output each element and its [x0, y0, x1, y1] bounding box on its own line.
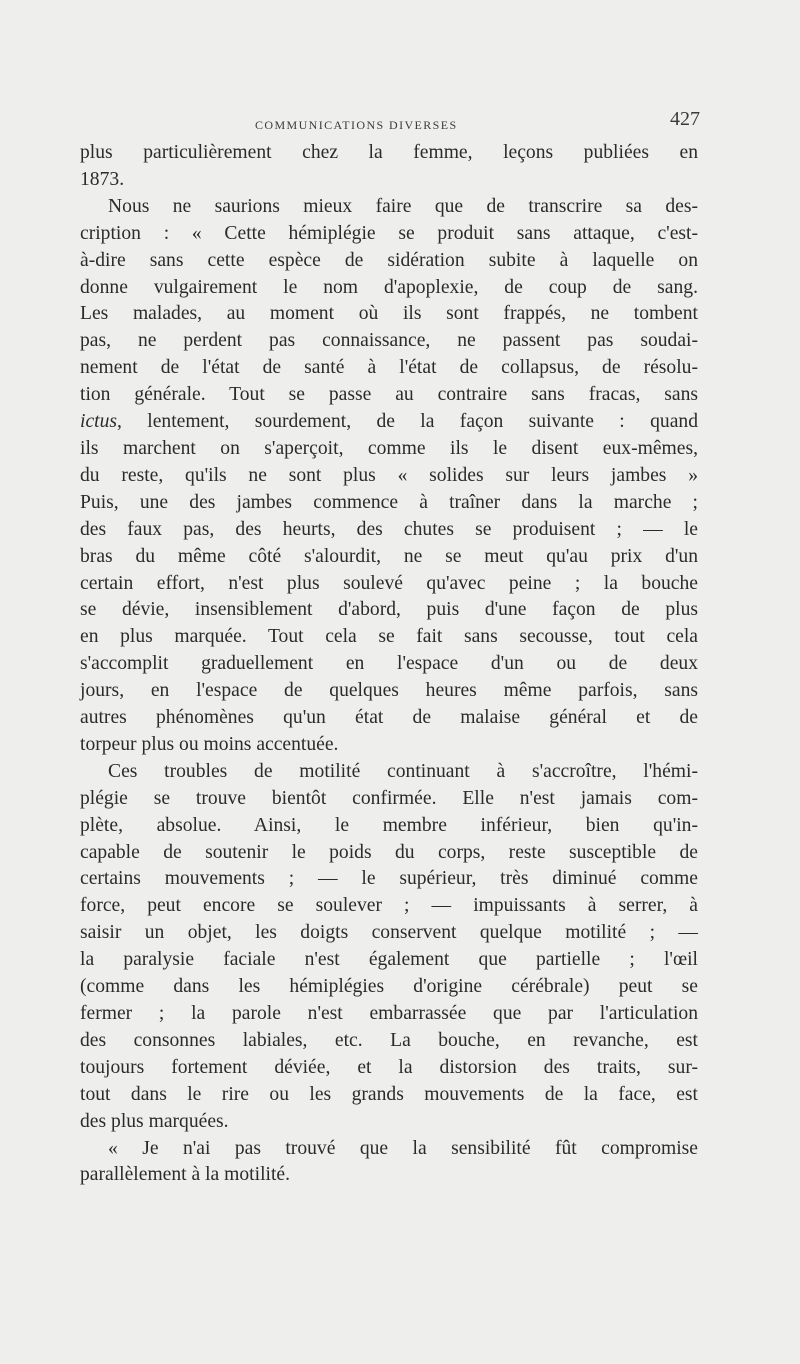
text-line: Nous ne saurions mieux faire que de transcrire sa des- — [108, 195, 698, 217]
text-line: saisir un objet, les doigts conservent quelque motilité ; — — [80, 922, 698, 944]
text-line: des faux pas, des heurts, des chutes se produisent ; — le — [80, 518, 698, 540]
text-line: torpeur plus ou moins accentuée. — [80, 733, 339, 755]
text-line: cription : « Cette hémiplégie se produit sans attaque, c'est- — [80, 222, 698, 244]
text-line: (comme dans les hémiplégies d'origine cérébrale) peut se — [80, 976, 698, 998]
text-line: pas, ne perdent pas connaissance, ne passent pas soudai- — [80, 330, 698, 352]
text-line: en plus marquée. Tout cela se fait sans secousse, tout cela — [80, 626, 698, 648]
text-line: des plus marquées. — [80, 1110, 229, 1132]
text-line: plégie se trouve bientôt confirmée. Elle n'est jamais com- — [80, 787, 698, 809]
text-line: Puis, une des jambes commence à traîner dans la marche ; — [80, 491, 698, 513]
running-head — [80, 110, 700, 140]
text-line: force, peut encore se soulever ; — impuissants à serrer, à — [80, 895, 698, 917]
text-line: la paralysie faciale n'est également que partielle ; l'œil — [80, 949, 698, 971]
text-line: donne vulgairement le nom d'apoplexie, de coup de sang. — [80, 276, 698, 298]
text-line: autres phénomènes qu'un état de malaise général et de — [80, 707, 698, 729]
text-line: tion générale. Tout se passe au contraire sans fracas, sans — [80, 384, 698, 406]
text-line: tout dans le rire ou les grands mouvements de la face, est — [80, 1083, 698, 1105]
text-line: certains mouvements ; — le supérieur, très diminué comme — [80, 868, 698, 890]
text-line: fermer ; la parole n'est embarrassée que par l'articulation — [80, 1003, 698, 1024]
text-line: plète, absolue. Ainsi, le membre inférieur, bien qu'in- — [80, 814, 698, 836]
text-line: plus particulièrement chez la femme, leçons publiées en — [80, 142, 698, 163]
body-text — [80, 140, 698, 1189]
text-line: Ces troubles de motilité continuant à s'accroître, l'hémi- — [108, 760, 698, 782]
text-line: ils marchent on s'aperçoit, comme ils le disent eux-mêmes, — [80, 437, 698, 459]
text-line: ictus, lentement, sourdement, de la façon suivante : quand — [80, 411, 698, 433]
text-line: parallèlement à la motilité. — [80, 1164, 291, 1186]
italic-term: ictus — [80, 411, 118, 433]
text-line: capable de soutenir le poids du corps, reste susceptible de — [80, 841, 698, 863]
text-line: bras du même côté s'alourdit, ne se meut qu'au prix d'un — [80, 545, 698, 567]
text-line: Les malades, au moment où ils sont frappés, ne tombent — [80, 303, 698, 325]
text-line: se dévie, insensiblement d'abord, puis d'une façon de plus — [80, 599, 698, 621]
text-line: 1873. — [80, 168, 125, 190]
text-line: des consonnes labiales, etc. La bouche, en revanche, est — [80, 1029, 698, 1051]
text-line: « Je n'ai pas trouvé que la sensibilité fût compromise — [108, 1137, 698, 1159]
running-title: COMMUNICATIONS DIVERSES — [255, 118, 458, 132]
text-line: toujours fortement déviée, et la distorsion des traits, sur- — [80, 1056, 698, 1078]
text-line: s'accomplit graduellement en l'espace d'un ou de deux — [80, 653, 698, 675]
text-line: du reste, qu'ils ne sont plus « solides sur leurs jambes » — [80, 464, 698, 486]
text-line: jours, en l'espace de quelques heures même parfois, sans — [80, 680, 698, 702]
text-line: certain effort, n'est plus soulevé qu'avec peine ; la bouche — [80, 572, 698, 594]
page-number: 427 — [670, 108, 700, 130]
text-line: nement de l'état de santé à l'état de collapsus, de résolu- — [80, 357, 698, 379]
text-line: à-dire sans cette espèce de sidération subite à laquelle on — [80, 249, 698, 271]
